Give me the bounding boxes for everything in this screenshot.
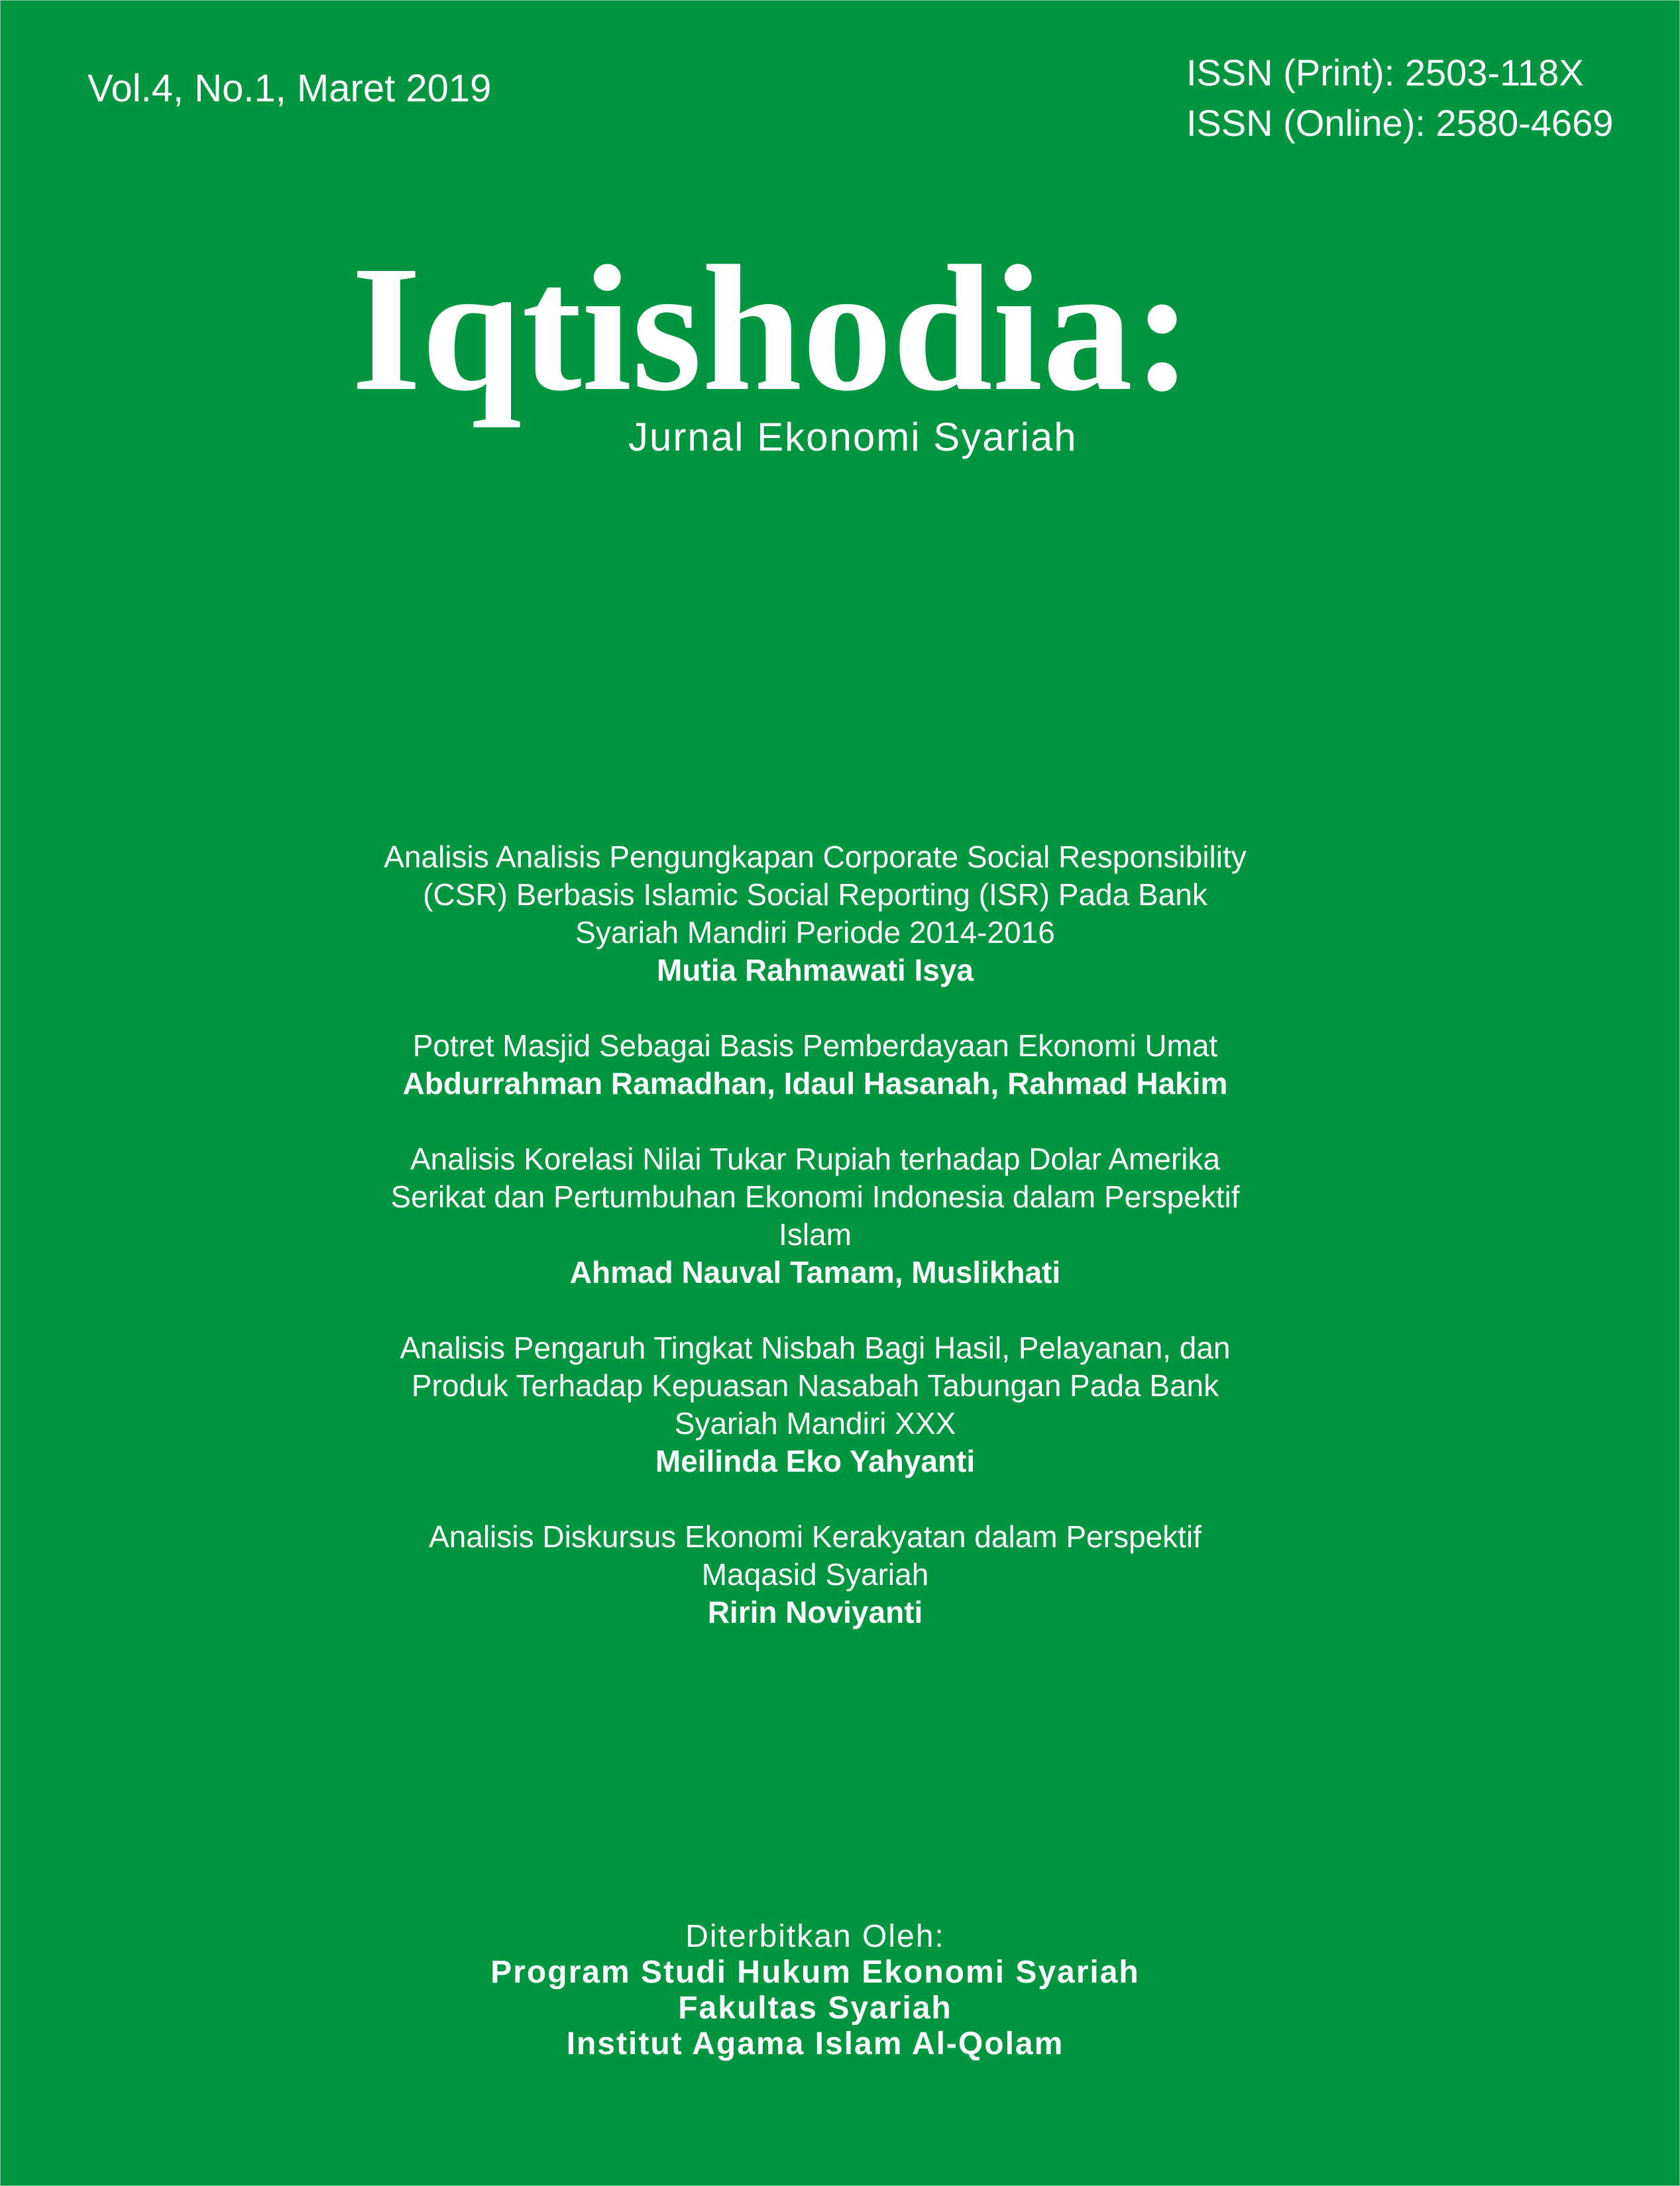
article-title-line: Syariah Mandiri Periode 2014-2016 (575, 915, 1055, 950)
journal-subtitle: Jurnal Ekonomi Syariah (628, 415, 1078, 459)
article-entry (305, 1518, 1325, 1631)
volume-issue: Vol.4, No.1, Maret 2019 (87, 67, 492, 110)
article-title (305, 1027, 1325, 1065)
article-title (305, 1329, 1325, 1443)
article-title (305, 1140, 1325, 1254)
issn-block (1186, 48, 1613, 148)
publisher-faculty: Fakultas Syariah (678, 1991, 952, 2026)
article-title-line: Analisis Pengaruh Tingkat Nisbah Bagi Hasil, Pelayanan, dan (400, 1331, 1231, 1365)
article-title-line: Serikat dan Pertumbuhan Ekonomi Indonesia dalam Perspektif (390, 1179, 1240, 1214)
article-entry (305, 1027, 1325, 1103)
publisher-block (305, 1919, 1325, 2062)
article-entry (305, 838, 1325, 989)
article-entry (305, 1140, 1325, 1291)
article-entry (305, 1329, 1325, 1480)
article-title-line: Potret Masjid Sebagai Basis Pemberdayaan Ekonomi Umat (412, 1028, 1218, 1063)
issn-online: ISSN (Online): 2580-4669 (1186, 102, 1614, 144)
article-authors: Ririn Noviyanti (707, 1595, 923, 1629)
publisher-label: Diterbitkan Oleh: (685, 1919, 945, 1954)
article-title (305, 1518, 1325, 1594)
article-title-line: Analisis Korelasi Nilai Tukar Rupiah terhadap Dolar Amerika (410, 1142, 1221, 1176)
article-authors: Ahmad Nauval Tamam, Muslikhati (569, 1255, 1061, 1289)
article-authors: Meilinda Eko Yahyanti (655, 1444, 976, 1478)
article-title-line: Analisis Diskursus Ekonomi Kerakyatan dalam Perspektif (429, 1519, 1202, 1554)
journal-title: Iqtishodia: (351, 229, 1193, 428)
article-title-line: Analisis Analisis Pengungkapan Corporate Social Responsibility (384, 840, 1247, 874)
issn-print: ISSN (Print): 2503-118X (1186, 52, 1584, 93)
article-title (305, 838, 1325, 952)
publisher-program: Program Studi Hukum Ekonomi Syariah (490, 1955, 1140, 1990)
article-authors: Abdurrahman Ramadhan, Idaul Hasanah, Rahmad Hakim (402, 1066, 1228, 1101)
article-title-line: Produk Terhadap Kepuasan Nasabah Tabungan Pada Bank (411, 1368, 1219, 1403)
article-title-line: Maqasid Syariah (701, 1557, 929, 1592)
article-title-line: Islam (779, 1217, 852, 1252)
article-title-line: Syariah Mandiri XXX (674, 1406, 956, 1441)
publisher-institute: Institut Agama Islam Al-Qolam (566, 2026, 1064, 2061)
article-title-line: (CSR) Berbasis Islamic Social Reporting (ISR) Pada Bank (423, 877, 1207, 912)
article-authors: Mutia Rahmawati Isya (656, 953, 974, 987)
table-of-contents (305, 838, 1325, 1669)
